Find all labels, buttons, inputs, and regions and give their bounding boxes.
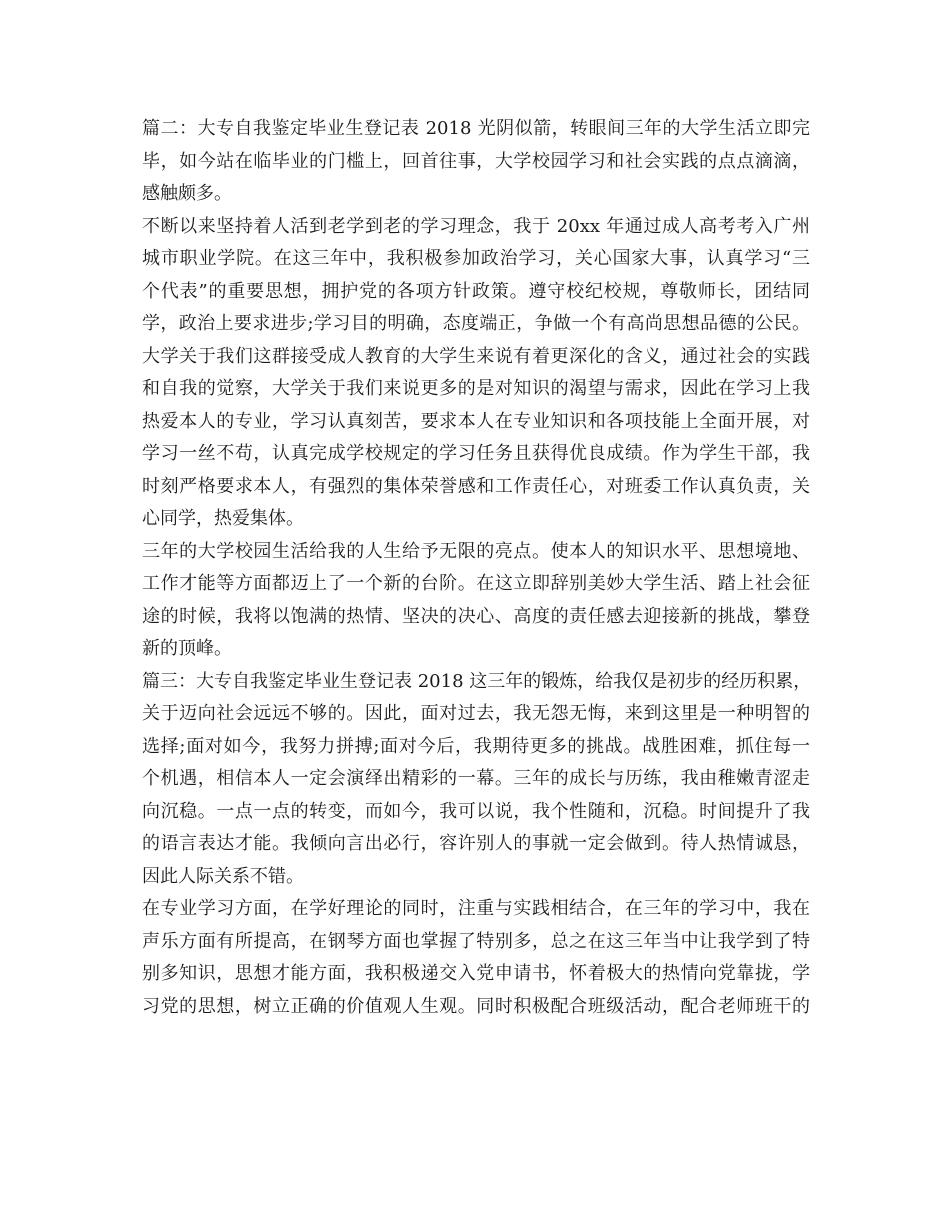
text-line: 途的时候，我将以饱满的热情、坚决的决心、高度的责任感去迎接新的挑战，攀登	[142, 605, 810, 627]
paragraph-5	[142, 666, 810, 894]
text-line: 三年的大学校园生活给我的人生给予无限的亮点。使本人的知识水平、思想境地、	[142, 540, 810, 562]
text-line: 和自我的觉察，大学关于我们来说更多的是对知识的渴望与需求，因此在学习上我	[142, 378, 810, 399]
text-line: 热爱本人的专业，学习认真刻苦，要求本人在专业知识和各项技能上全面开展，对	[142, 410, 810, 432]
text-line: 个机遇，相信本人一定会演绎出精彩的一幕。三年的成长与历练，我由稚嫩青涩走	[142, 768, 810, 789]
text-line: 篇二：大专自我鉴定毕业生登记表 2018 光阴似箭，转眼间三年的大学生活立即完	[142, 118, 810, 139]
text-line: 声乐方面有所提高，在钢琴方面也掌握了特别多，总之在这三年当中让我学到了特	[142, 930, 810, 952]
paragraph-2	[142, 211, 810, 341]
text-line: 学，政治上要求进步;学习目的明确，态度端正，争做一个有高尚思想品德的公民。	[142, 313, 810, 334]
text-line: 心同学，热爱集体。	[142, 508, 304, 529]
text-line: 习党的思想，树立正确的价值观人生观。同时积极配合班级活动，配合老师班干的	[142, 995, 810, 1017]
text-line: 时刻严格要求本人，有强烈的集体荣誉感和工作责任心，对班委工作认真负责，关	[142, 475, 810, 497]
text-line: 别多知识，思想才能方面，我积极递交入党申请书，怀着极大的热情向党靠拢，学	[142, 963, 810, 984]
paragraph-1	[142, 113, 810, 211]
text-line: 感触颇多。	[142, 183, 232, 204]
text-line: 篇三：大专自我鉴定毕业生登记表 2018 这三年的锻炼，给我仅是初步的经历积累，	[142, 670, 812, 692]
text-line: 在专业学习方面，在学好理论的同时，注重与实践相结合，在三年的学习中，我在	[142, 898, 810, 919]
text-line: 选择;面对如今，我努力拼搏;面对今后，我期待更多的挑战。战胜困难，抓住每一	[142, 735, 810, 757]
text-line: 大学关于我们这群接受成人教育的大学生来说有着更深化的含义，通过社会的实践	[142, 345, 810, 367]
text-line: 新的顶峰。	[142, 638, 232, 659]
text-line: 毕，如今站在临毕业的门槛上，回首往事，大学校园学习和社会实践的点点滴滴，	[142, 150, 810, 172]
text-line: 向沉稳。一点一点的转变，而如今，我可以说，我个性随和，沉稳。时间提升了我	[142, 800, 810, 822]
paragraph-3	[142, 341, 810, 536]
text-line: 关于迈向社会远远不够的。因此，面对过去，我无怨无悔，来到这里是一种明智的	[142, 703, 810, 724]
document-page	[142, 113, 810, 1023]
text-line: 城市职业学院。在这三年中，我积极参加政治学习，关心国家大事，认真学习“三	[142, 248, 810, 269]
text-line: 学习一丝不苟，认真完成学校规定的学习任务且获得优良成绩。作为学生干部，我	[142, 443, 810, 464]
text-line: 不断以来坚持着人活到老学到老的学习理念，我于 20xx 年通过成人高考考入广州	[142, 215, 810, 237]
text-line: 的语言表达才能。我倾向言出必行，容许别人的事就一定会做到。待人热情诚恳，	[142, 833, 810, 854]
text-line: 因此人际关系不错。	[142, 865, 304, 887]
paragraph-4	[142, 536, 810, 666]
text-line: 个代表”的重要思想，拥护党的各项方针政策。遵守校纪校规，尊敬师长，团结同	[142, 280, 810, 302]
text-line: 工作才能等方面都迈上了一个新的台阶。在这立即辞别美妙大学生活、踏上社会征	[142, 573, 810, 594]
paragraph-6	[142, 893, 810, 1023]
